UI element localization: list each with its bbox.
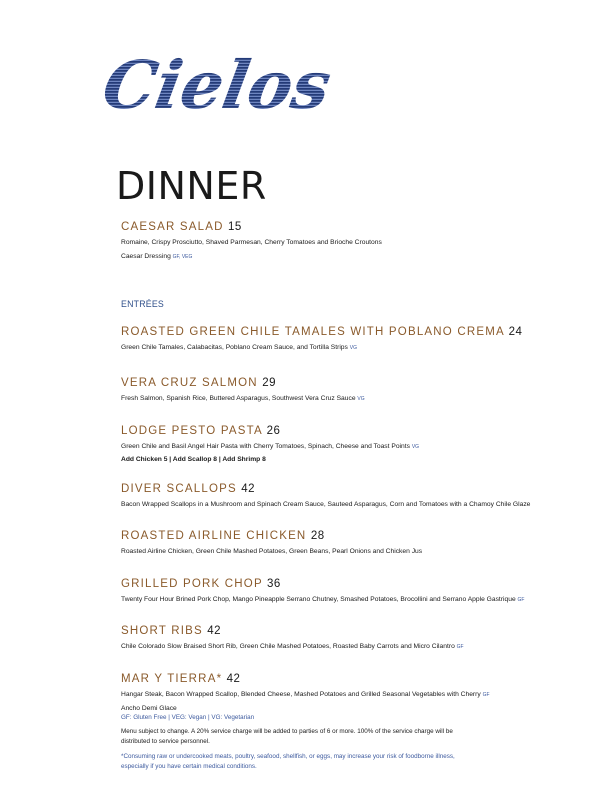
item-addons: Add Chicken 5 | Add Scallop 8 | Add Shrimp 8 [121, 456, 266, 464]
item-description-text: Bacon Wrapped Scallops in a Mushroom and Spinach Cream Sauce, Sauteed Asparagus, Corn and Tomatoes with a Chamoy Chile Glaze [121, 501, 531, 509]
item-header [121, 325, 541, 339]
menu-item-caesar-salad [121, 220, 541, 265]
item-description-text: Twenty Four Hour Brined Pork Chop, Mango Pineapple Serrano Chutney, Smashed Potatoes, Brocollini and Serrano Apple Gastrique [121, 595, 516, 603]
item-header [121, 529, 541, 543]
logo-text: Cielos [97, 46, 337, 124]
consumption-warning: *Consuming raw or undercooked meats, poultry, seafood, shellfish, or eggs, may increase your risk of foodborne illness, especially if you have certain medical conditions. [121, 753, 455, 770]
dietary-tag: GF [482, 691, 490, 698]
dietary-tag: GF [517, 596, 525, 603]
item-name: CAESAR SALAD [121, 221, 224, 233]
item-description-text: Roasted Airline Chicken, Green Chile Mashed Potatoes, Green Beans, Pearl Onions and Chicken Jus [121, 548, 423, 556]
item-name: LODGE PESTO PASTA [121, 424, 263, 437]
item-header [121, 624, 541, 638]
item-name: GRILLED PORK CHOP [121, 577, 263, 590]
menu-content [121, 220, 541, 716]
item-price: 42 [207, 625, 222, 638]
page-title: DINNER [116, 164, 267, 208]
entrees-list [121, 325, 541, 717]
item-price: 42 [241, 483, 256, 496]
item-description [121, 341, 541, 355]
item-header [121, 577, 541, 591]
item-price: 29 [262, 377, 276, 390]
dietary-tag: GF [456, 644, 464, 651]
item-price: 42 [226, 672, 241, 685]
menu-item [121, 577, 541, 607]
item-description [121, 440, 541, 454]
menu-item [121, 624, 541, 654]
menu-item [121, 672, 541, 717]
item-price: 26 [266, 424, 281, 437]
menu-item [121, 424, 541, 465]
menu-footer [121, 714, 466, 771]
item-name: ROASTED AIRLINE CHICKEN [121, 530, 307, 543]
item-name: ROASTED GREEN CHILE TAMALES WITH POBLANO CREMA [121, 325, 505, 338]
item-description-line [121, 250, 541, 264]
section-heading-entrees: ENTRÉES [121, 298, 164, 309]
item-description [121, 392, 541, 406]
menu-item [121, 325, 541, 355]
item-description-text: Fresh Salmon, Spanish Rice, Buttered Asparagus, Southwest Vera Cruz Sauce [121, 395, 356, 403]
dietary-tag: VG [411, 443, 420, 450]
item-description-text: Green Chile Tamales, Calabacitas, Poblano Cream Sauce, and Tortilla Strips [121, 343, 348, 351]
service-charge-note: Menu subject to change. A 20% service charge will be added to parties of 6 or more. 100% of the service charge will be distributed to service personnel. [121, 728, 453, 745]
item-price: 15 [228, 221, 242, 233]
item-description [121, 640, 541, 654]
item-name: MAR Y TIERRA* [121, 672, 223, 685]
item-description-text: Green Chile and Basil Angel Hair Pasta with Cherry Tomatoes, Spinach, Cheese and Toast Points [121, 442, 410, 450]
menu-item [121, 482, 541, 512]
item-description [121, 593, 541, 607]
item-price: 24 [508, 325, 523, 338]
item-price: 28 [310, 530, 325, 543]
menu-item [121, 376, 541, 406]
item-header [121, 376, 541, 390]
item-header [121, 482, 541, 496]
item-header [121, 672, 541, 686]
menu-item [121, 529, 541, 559]
dietary-legend: GF: Gluten Free | VEG: Vegan | VG: Vegetarian [121, 714, 255, 721]
item-price: 36 [267, 577, 281, 590]
dietary-tag: VG [349, 344, 357, 351]
item-description-text: Hangar Steak, Bacon Wrapped Scallop, Blended Cheese, Mashed Potatoes and Grilled Seasonal Vegetables with Cherry [121, 690, 481, 698]
item-description-line: Ancho Demi Glace [121, 705, 177, 713]
item-description-text: Chile Colorado Slow Braised Short Rib, Green Chile Mashed Potatoes, Roasted Baby Carrots and Micro Cilantro [121, 643, 455, 651]
cielos-logo [97, 40, 337, 124]
item-header [121, 220, 541, 234]
item-description-text: Caesar Dressing [121, 253, 171, 261]
dietary-tag: VG [357, 396, 365, 403]
item-name: VERA CRUZ SALMON [121, 377, 258, 390]
item-header [121, 424, 541, 438]
item-description-line: Romaine, Crispy Prosciutto, Shaved Parmesan, Cherry Tomatoes and Brioche Croutons [121, 239, 382, 246]
item-name: SHORT RIBS [121, 625, 203, 638]
item-description [121, 545, 541, 559]
dietary-tag: GF, VEG [172, 254, 193, 261]
logo-wordmark [97, 40, 337, 124]
item-name: DIVER SCALLOPS [121, 483, 237, 496]
item-description [121, 498, 541, 512]
item-description [121, 688, 541, 702]
item-description [121, 236, 541, 265]
